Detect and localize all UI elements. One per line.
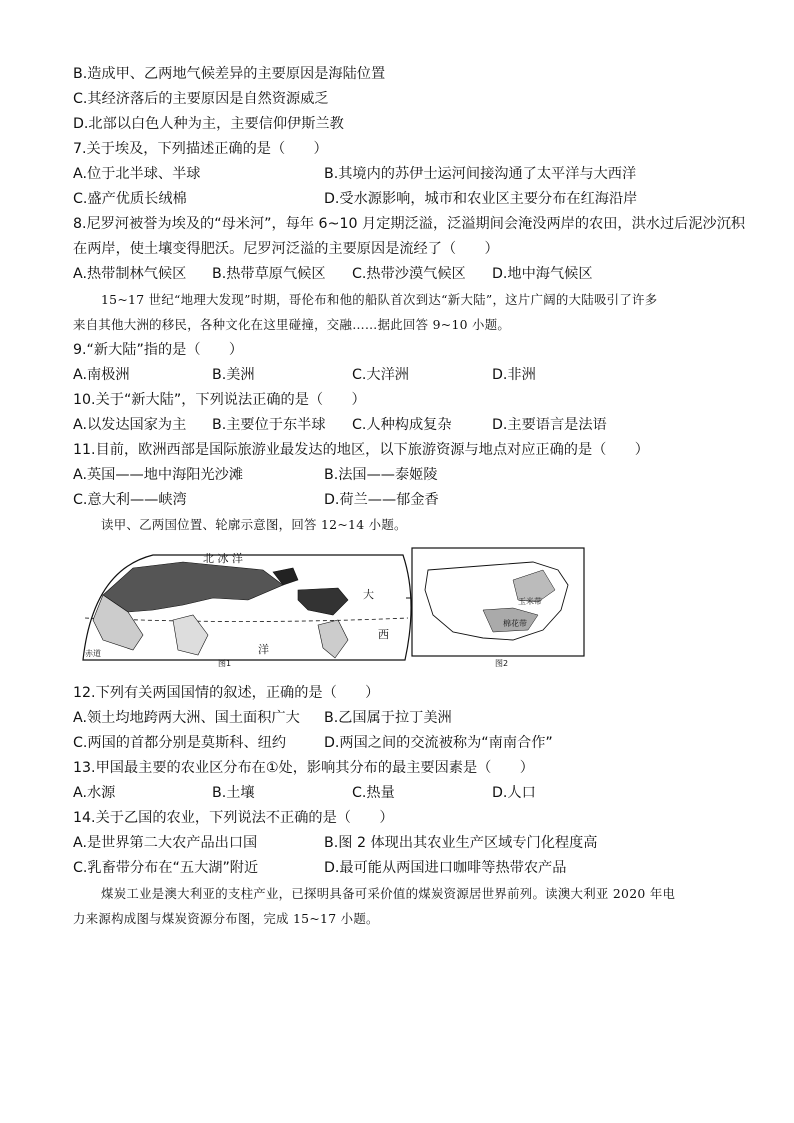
q12-option-c: C.两国的首都分别是莫斯科、纽约 [73,735,287,751]
q14-stem: 14.关于乙国的农业，下列说法不正确的是（ ） [73,810,394,826]
q7-option-b: B.其境内的苏伊士运河间接沟通了太平洋与大西洋 [324,166,637,182]
map1-caption: 图1 [218,659,232,668]
q9-option-a: A.南极洲 [73,367,130,383]
q12-stem: 12.下列有关两国国情的叙述，正确的是（ ） [73,685,380,701]
q14-option-c: C.乳畜带分布在“五大湖”附近 [73,860,259,876]
map-1-world [83,551,411,668]
map1-xi-label: 西 [378,628,389,641]
q10-option-b: B.主要位于东半球 [212,417,326,433]
intro-15-line2: 力来源构成图与煤炭资源分布图，完成 15~17 小题。 [73,911,379,926]
map2-caption: 图2 [495,659,509,668]
map-2-country [412,548,584,668]
q7-stem: 7.关于埃及，下列描述正确的是（ ） [73,141,328,157]
q14-option-a: A.是世界第二大农产品出口国 [73,835,258,851]
q10-stem: 10.关于“新大陆”，下列说法正确的是（ ） [73,392,366,408]
q6-option-c: C.其经济落后的主要原因是自然资源威乏 [73,91,329,107]
q14-option-d: D.最可能从两国进口咖啡等热带农产品 [324,860,567,876]
q13-option-d: D.人口 [492,785,536,801]
q7-option-c: C.盛产优质长绒棉 [73,191,187,207]
q8-stem-line1: 8.尼罗河被誉为埃及的“母米河”，每年 6~10 月定期泛溢，泛溢期间会淹没两岸的农田，洪水过后泥沙沉积 [73,216,746,232]
q9-stem: 9.“新大陆”指的是（ ） [73,342,244,358]
q7-option-a: A.位于北半球、半球 [73,166,201,182]
q8-option-c: C.热带沙漠气候区 [352,266,466,282]
q11-option-d: D.荷兰——郁金香 [324,492,439,508]
map1-ocean2-label: 洋 [258,643,269,656]
q12-option-a: A.领土均地跨两大洲、国土面积广大 [73,710,300,726]
q11-option-c: C.意大利——峡湾 [73,492,187,508]
q10-option-d: D.主要语言是法语 [492,417,607,433]
q11-stem: 11.目前，欧洲西部是国际旅游业最发达的地区，以下旅游资源与地点对应正确的是（ ） [73,442,649,458]
q9-option-d: D.非洲 [492,367,536,383]
q10-option-a: A.以发达国家为主 [73,417,187,433]
q12-option-d: D.两国之间的交流被称为“南南合作” [324,735,553,751]
q11-option-a: A.英国——地中海阳光沙滩 [73,467,244,483]
q13-stem: 13.甲国最主要的农业区分布在①处，影响其分布的最主要因素是（ ） [73,760,534,776]
q8-option-a: A.热带制林气候区 [73,266,187,282]
q11-option-b: B.法国——泰姬陵 [324,467,438,483]
q9-option-c: C.大洋洲 [352,367,409,383]
q13-option-c: C.热量 [352,785,395,801]
q14-option-b: B.图 2 体现出其农业生产区域专门化程度高 [324,835,598,851]
intro-9-line1: 15~17 世纪“地理大发现”时期，哥伦布和他的船队首次到达“新大陆”，这片广阔的大陆吸引了许多 [101,292,658,307]
q13-option-a: A.水源 [73,785,116,801]
intro-9-line2: 来自其他大洲的移民，各种文化在这里碰撞，交融……据此回答 9~10 小题。 [73,317,511,332]
q9-option-b: B.美洲 [212,367,255,383]
map1-corner-label: 赤道 [85,649,101,658]
intro-15-line1: 煤炭工业是澳大利亚的支柱产业，已探明具备可采价值的煤炭资源居世界前列。读澳大利亚 2020 年电 [101,886,676,901]
maps-figure [73,540,593,668]
q10-option-c: C.人种构成复杂 [352,417,452,433]
q12-option-b: B.乙国属于拉丁美洲 [324,710,452,726]
map1-da-label: 大 [363,588,374,601]
q8-option-b: B.热带草原气候区 [212,266,326,282]
intro-12: 读甲、乙两国位置、轮廓示意图，回答 12~14 小题。 [101,517,407,532]
q7-option-d: D.受水源影响，城市和农业区主要分布在红海沿岸 [324,191,638,207]
map1-ocean-label: 北 冰 洋 [203,552,243,565]
q8-option-d: D.地中海气候区 [492,266,593,282]
q6-option-b: B.造成甲、乙两地气候差异的主要原因是海陆位置 [73,66,386,82]
q13-option-b: B.土壤 [212,785,255,801]
q6-option-d: D.北部以白色人种为主，主要信仰伊斯兰教 [73,116,344,132]
map2-belt1-label: 玉米带 [518,597,542,606]
q8-stem-line2: 在两岸，使土壤变得肥沃。尼罗河泛溢的主要原因是流经了（ ） [73,241,499,257]
map2-belt2-label: 棉花带 [503,619,527,628]
